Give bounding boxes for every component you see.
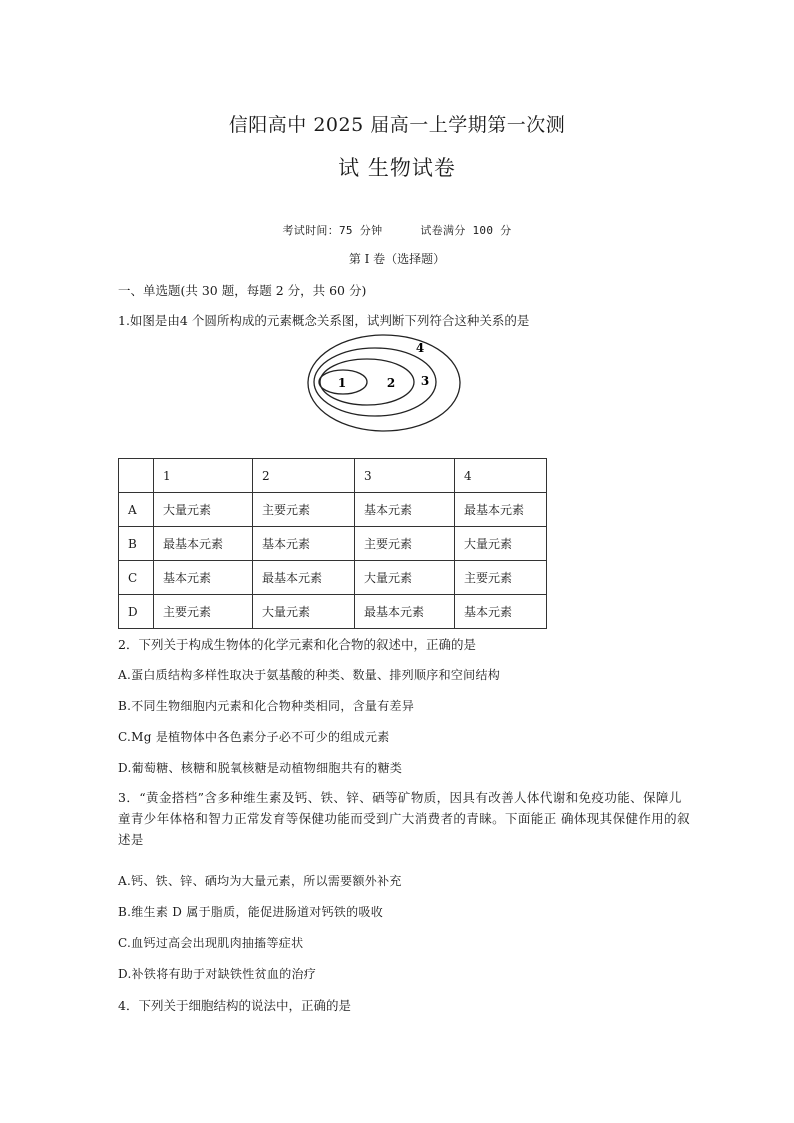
q3-option-b: B.维生素 D 属于脂质，能促进肠道对钙铁的吸收 [118, 905, 384, 919]
table-cell: 大量元素 [455, 527, 547, 561]
q2-stem: 2．下列关于构成生物体的化学元素和化合物的叙述中，正确的是 [118, 637, 476, 652]
exam-title-line2: 试 生物试卷 [338, 156, 456, 180]
q3-option-a: A.钙、铁、锌、硒均为大量元素，所以需要额外补充 [118, 874, 402, 888]
exam-meta [0, 222, 794, 238]
table-cell: D [119, 595, 154, 629]
table-cell: 主要元素 [455, 561, 547, 595]
q2-option-b: B.不同生物细胞内元素和化合物种类相同，含量有差异 [118, 699, 415, 713]
table-cell: 大量元素 [355, 561, 455, 595]
section-heading: 一、单选题(共 30 题，每题 2 分，共 60 分) [118, 283, 367, 298]
table-cell: 最基本元素 [253, 561, 355, 595]
table-row [119, 493, 547, 527]
q2-option-a: A.蛋白质结构多样性取决于氨基酸的种类、数量、排列顺序和空间结构 [118, 668, 501, 682]
table-cell: 基本元素 [455, 595, 547, 629]
full-score: 试卷满分 100 分 [420, 224, 512, 237]
table-cell: C [119, 561, 154, 595]
table-cell: 基本元素 [154, 561, 253, 595]
table-cell: 最基本元素 [455, 493, 547, 527]
exam-title-line1: 信阳高中 2025 届高一上学期第一次测 [228, 114, 566, 136]
table-cell: 3 [355, 459, 455, 493]
table-cell: 基本元素 [355, 493, 455, 527]
table-cell: 最基本元素 [154, 527, 253, 561]
table-row [119, 561, 547, 595]
venn-circle-4 [308, 335, 460, 431]
q3-stem: 3．“黄金搭档”含多种维生素及钙、铁、锌、硒等矿物质，因具有改善人体代谢和免疫功能、保障儿童青少年体格和智力正常发育等保健功能而受到广大消费者的青睐。下面能正 确体现其保健作用的叙述是 [118, 790, 690, 847]
table-cell: 主要元素 [253, 493, 355, 527]
q2-option-c: C.Mg 是植物体中各色素分子必不可少的组成元素 [118, 730, 390, 744]
table-cell: A [119, 493, 154, 527]
volume-label: 第 I 卷（选择题） [348, 252, 446, 266]
table-cell: 最基本元素 [355, 595, 455, 629]
table-cell: B [119, 527, 154, 561]
table-row [119, 595, 547, 629]
table-cell [119, 459, 154, 493]
q3-option-c: C.血钙过高会出现肌肉抽搐等症状 [118, 936, 304, 950]
q1-stem: 1.如图是由4 个圆所构成的元素概念关系图，试判断下列符合这种关系的是 [118, 313, 530, 328]
q1-options-table [118, 458, 547, 629]
venn-label-3: 3 [420, 374, 430, 388]
table-row [119, 527, 547, 561]
table-cell: 基本元素 [253, 527, 355, 561]
table-cell: 主要元素 [154, 595, 253, 629]
table-cell: 主要元素 [355, 527, 455, 561]
table-cell: 4 [455, 459, 547, 493]
q4-stem: 4．下列关于细胞结构的说法中，正确的是 [118, 998, 351, 1013]
q3-option-d: D.补铁将有助于对缺铁性贫血的治疗 [118, 967, 317, 981]
table-cell: 1 [154, 459, 253, 493]
venn-label-1: 1 [337, 376, 347, 390]
table-cell: 大量元素 [253, 595, 355, 629]
venn-label-2: 2 [386, 376, 396, 390]
venn-label-4: 4 [415, 341, 425, 355]
venn-diagram [305, 330, 465, 434]
table-cell: 大量元素 [154, 493, 253, 527]
exam-time: 考试时间：75 分钟 [282, 224, 383, 237]
venn-circle-3 [314, 348, 436, 416]
table-cell: 2 [253, 459, 355, 493]
table-header-row [119, 459, 547, 493]
q2-option-d: D.葡萄糖、核糖和脱氧核糖是动植物细胞共有的糖类 [118, 761, 403, 775]
